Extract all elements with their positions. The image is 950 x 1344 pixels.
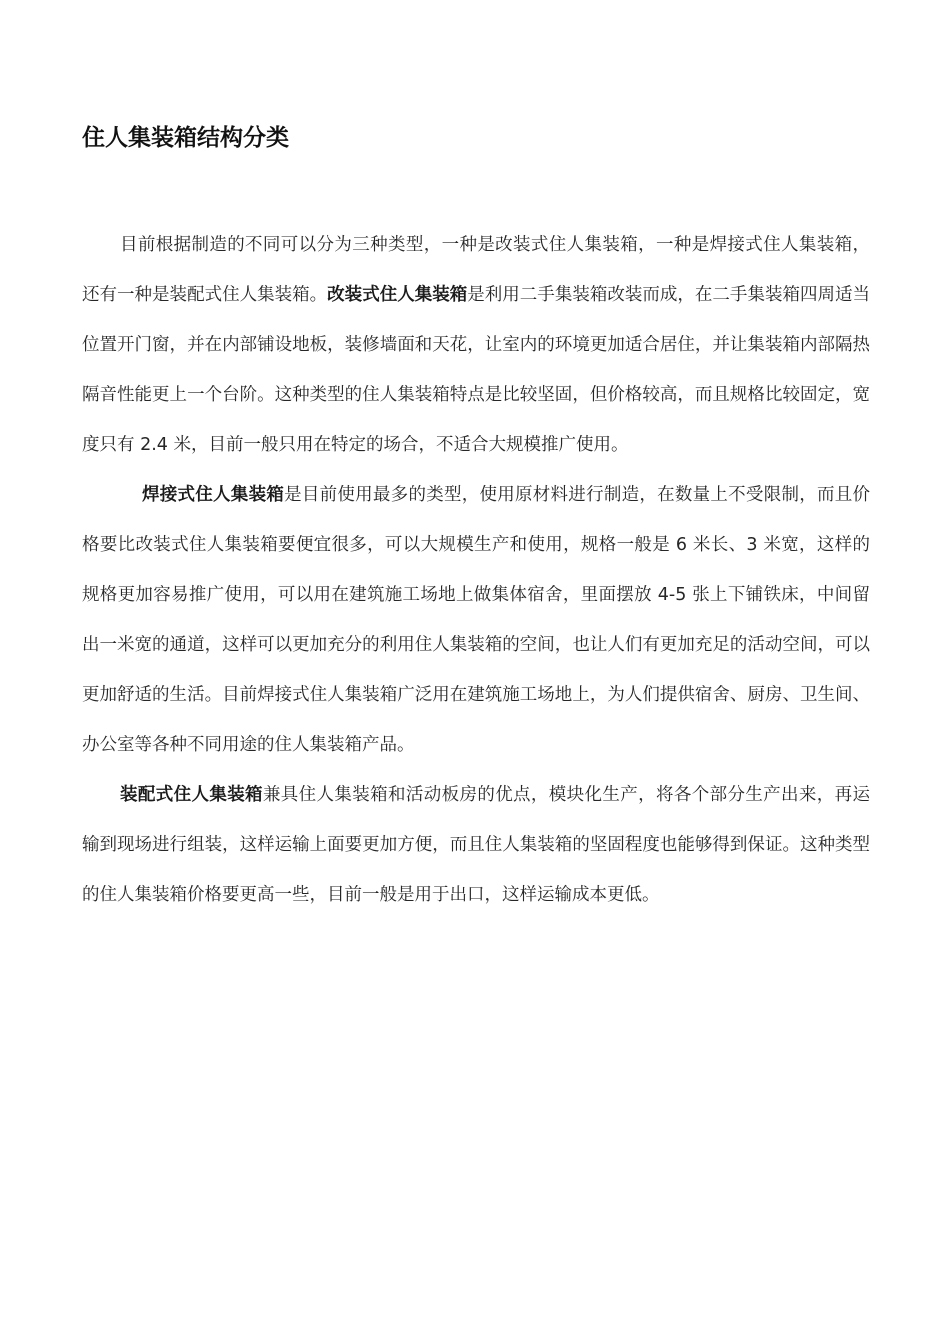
term-assembled-container-house: 装配式住人集装箱 [120, 785, 263, 805]
paragraph-intro-text-continued: 是利用二手集装箱改装而成，在二手集装箱四周适当位置开门窗，并在内部铺设地板，装修墙面和天花，让室内的环境更加适合居住，并让集装箱内部隔热隔音性能更上一个台阶。这种类型的住人集装箱特点是比较坚固，但价格较高，而且规格比较固定，宽度只有 2.4 米，目前一般只用在特定的场合，不适合大规模推广使用。 [82, 285, 871, 455]
term-converted-container-house: 改装式住人集装箱 [327, 285, 468, 305]
term-welded-container-house: 焊接式住人集装箱 [142, 485, 285, 505]
document-body [82, 220, 870, 920]
paragraph-intro-text: 目前根据制造的不同可以分为三种类型，一种是改装式住人集装箱，一种是焊接式住人集装箱，还有一种是装配式住人集装箱。 [82, 235, 870, 305]
paragraph-welded-text: 是目前使用最多的类型，使用原材料进行制造，在数量上不受限制，而且价格要比改装式住人集装箱要便宜很多，可以大规模生产和使用，规格一般是 6 米长、3 米宽，这样的规格更加容易推广使用，可以用在建筑施工场地上做集体宿舍，里面摆放 4-5 张上下铺铁床，中间留出一米宽的通道，这样可以更加充分的利用住人集装箱的空间，也让人们有更加充足的活动空间，可以更加舒适的生活。目前焊接式住人集装箱广泛用在建筑施工场地上，为人们提供宿舍、厨房、卫生间、办公室等各种不同用途的住人集装箱产品。 [82, 485, 871, 755]
paragraph-welded [82, 470, 870, 770]
page-title: 住人集装箱结构分类 [82, 125, 289, 151]
paragraph-assembled [82, 770, 870, 920]
paragraph-intro [82, 220, 870, 470]
paragraph-assembled-text: 兼具住人集装箱和活动板房的优点，模块化生产，将各个部分生产出来，再运输到现场进行组装，这样运输上面要更加方便，而且住人集装箱的坚固程度也能够得到保证。这种类型的住人集装箱价格要更高一些，目前一般是用于出口，这样运输成本更低。 [82, 785, 871, 905]
